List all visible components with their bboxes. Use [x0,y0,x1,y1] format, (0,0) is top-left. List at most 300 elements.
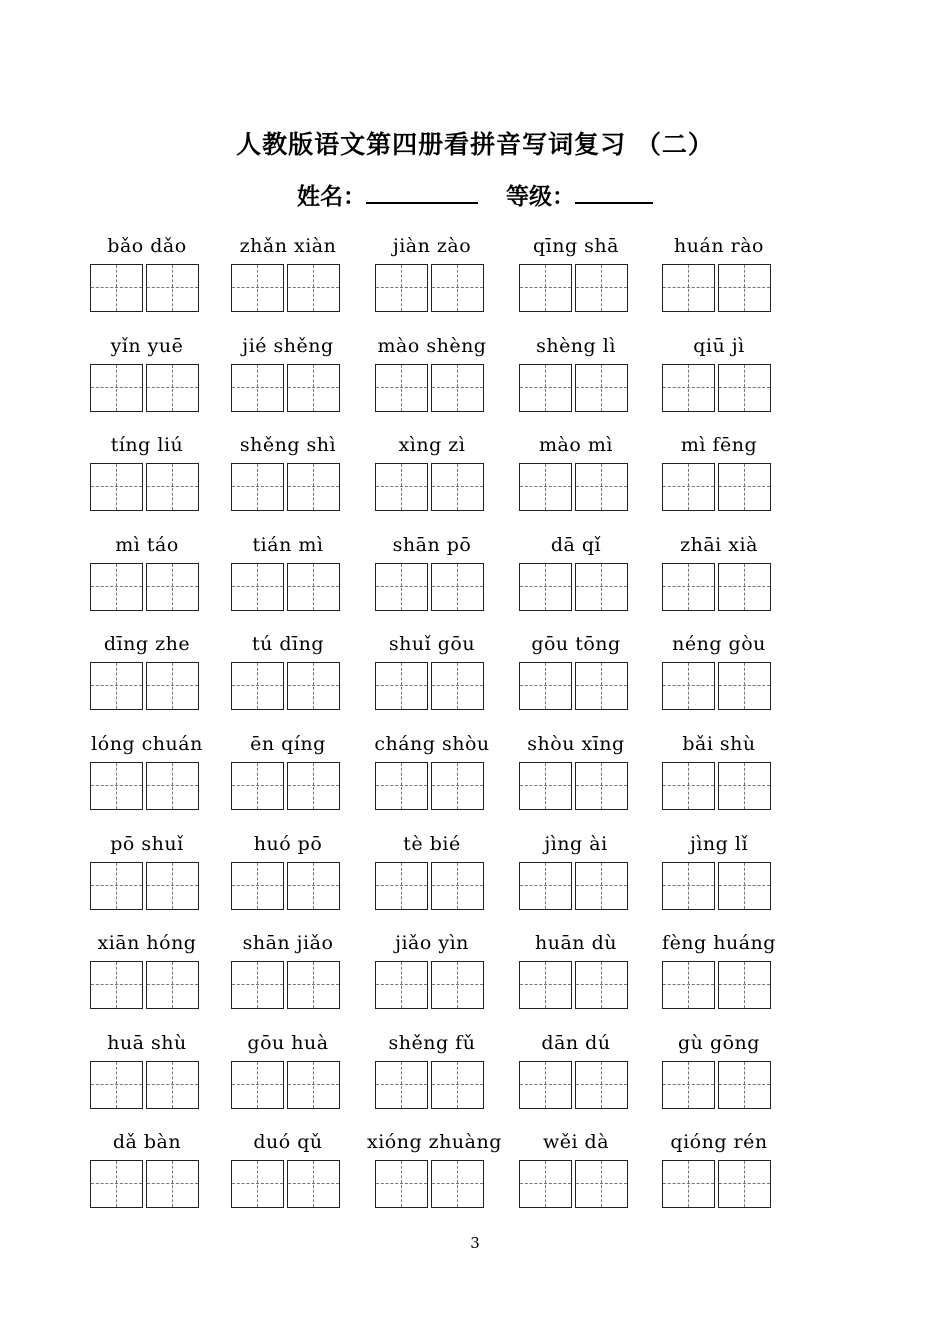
box-guide-horizontal [147,1183,198,1184]
pinyin-label: gù gōng [678,1032,760,1054]
box-guide-vertical [457,962,458,1008]
box-guide-horizontal [576,885,627,886]
writing-boxes [375,662,489,710]
box-guide-horizontal [288,685,339,686]
pinyin-label: mì fēng [680,434,758,456]
box-guide-horizontal [91,785,142,786]
writing-boxes [519,961,633,1009]
box-guide-horizontal [147,387,198,388]
writing-boxes [375,862,489,910]
character-box[interactable] [146,961,199,1009]
writing-boxes [662,961,776,1009]
box-guide-vertical [744,564,745,610]
character-box[interactable] [375,762,428,810]
writing-boxes [231,1160,345,1208]
box-guide-vertical [257,962,258,1008]
pinyin-label: qióng rén [670,1131,768,1153]
box-guide-horizontal [719,586,770,587]
box-guide-vertical [257,663,258,709]
character-box[interactable] [375,961,428,1009]
character-box[interactable] [519,862,572,910]
box-guide-horizontal [147,1084,198,1085]
box-guide-horizontal [288,486,339,487]
writing-boxes [231,662,345,710]
character-box[interactable] [431,762,484,810]
character-box[interactable] [662,662,715,710]
box-guide-vertical [116,863,117,909]
box-guide-horizontal [232,486,283,487]
box-guide-vertical [172,265,173,311]
box-guide-vertical [744,1062,745,1108]
box-guide-vertical [401,564,402,610]
box-guide-horizontal [288,387,339,388]
box-guide-vertical [601,1062,602,1108]
box-guide-vertical [257,863,258,909]
writing-boxes [662,1160,776,1208]
character-box[interactable] [575,961,628,1009]
character-box[interactable] [231,862,284,910]
pinyin-label: tú dīng [251,633,325,655]
box-guide-horizontal [520,486,571,487]
character-box[interactable] [90,463,143,511]
box-guide-horizontal [91,1183,142,1184]
character-box[interactable] [287,1061,340,1109]
character-box[interactable] [575,762,628,810]
box-guide-vertical [401,365,402,411]
box-guide-horizontal [663,984,714,985]
character-box[interactable] [575,1160,628,1208]
pinyin-label: mào mì [539,434,613,456]
writing-boxes [662,463,776,511]
character-box[interactable] [718,264,771,312]
pinyin-label: mì táo [115,534,179,556]
box-guide-vertical [744,265,745,311]
box-guide-horizontal [719,387,770,388]
character-box[interactable] [431,1160,484,1208]
writing-boxes [519,264,633,312]
character-box[interactable] [519,364,572,412]
page-title: 人教版语文第四册看拼音写词复习 （二） [236,130,714,159]
character-box[interactable] [231,1160,284,1208]
box-guide-vertical [688,464,689,510]
pinyin-label: zhǎn xiàn [239,235,337,257]
box-guide-horizontal [376,785,427,786]
box-guide-horizontal [719,1183,770,1184]
pinyin-label: dǎ bàn [112,1131,182,1153]
box-guide-vertical [545,962,546,1008]
character-box[interactable] [287,662,340,710]
box-guide-horizontal [576,586,627,587]
character-box[interactable] [662,961,715,1009]
character-box[interactable] [146,563,199,611]
character-box[interactable] [231,463,284,511]
writing-boxes [375,1061,489,1109]
character-box[interactable] [662,563,715,611]
writing-boxes [375,264,489,312]
character-box[interactable] [662,264,715,312]
box-guide-horizontal [432,885,483,886]
character-box[interactable] [431,662,484,710]
box-guide-vertical [116,962,117,1008]
name-blank[interactable] [366,180,478,204]
box-guide-horizontal [147,287,198,288]
box-guide-horizontal [663,586,714,587]
pinyin-label: fèng huáng [662,932,776,954]
writing-boxes [90,862,204,910]
box-guide-horizontal [91,1084,142,1085]
character-box[interactable] [375,264,428,312]
character-box[interactable] [575,662,628,710]
writing-boxes [662,862,776,910]
character-box[interactable] [90,862,143,910]
character-box[interactable] [519,1160,572,1208]
box-guide-horizontal [432,486,483,487]
box-guide-horizontal [432,1084,483,1085]
pinyin-label: wěi dà [542,1131,610,1153]
character-box[interactable] [90,961,143,1009]
box-guide-horizontal [288,287,339,288]
writing-boxes [519,1061,633,1109]
character-box[interactable] [575,364,628,412]
character-box[interactable] [575,463,628,511]
character-box[interactable] [287,463,340,511]
box-guide-vertical [116,564,117,610]
character-box[interactable] [662,762,715,810]
box-guide-vertical [545,365,546,411]
character-box[interactable] [231,563,284,611]
character-box[interactable] [90,662,143,710]
box-guide-vertical [172,564,173,610]
box-guide-vertical [401,962,402,1008]
box-guide-vertical [601,763,602,809]
box-guide-vertical [257,1062,258,1108]
writing-boxes [90,264,204,312]
pinyin-label: ēn qíng [250,733,326,755]
pinyin-label: jiǎo yìn [395,932,469,954]
box-guide-vertical [744,763,745,809]
character-box[interactable] [431,961,484,1009]
box-guide-vertical [257,763,258,809]
pinyin-label: shān jiǎo [242,932,334,954]
box-guide-horizontal [288,586,339,587]
character-box[interactable] [287,862,340,910]
box-guide-horizontal [91,387,142,388]
character-box[interactable] [519,762,572,810]
character-box[interactable] [287,364,340,412]
box-guide-horizontal [432,685,483,686]
character-box[interactable] [519,463,572,511]
box-guide-horizontal [288,885,339,886]
character-box[interactable] [90,364,143,412]
box-guide-horizontal [232,287,283,288]
box-guide-vertical [313,1062,314,1108]
character-box[interactable] [287,762,340,810]
box-guide-vertical [172,1062,173,1108]
box-guide-vertical [688,365,689,411]
pinyin-label: huān dù [535,932,617,954]
box-guide-horizontal [232,387,283,388]
character-box[interactable] [231,1061,284,1109]
box-guide-horizontal [520,785,571,786]
character-box[interactable] [375,463,428,511]
box-guide-vertical [172,1161,173,1207]
box-guide-vertical [601,863,602,909]
character-box[interactable] [718,762,771,810]
character-box[interactable] [519,961,572,1009]
character-box[interactable] [146,364,199,412]
box-guide-horizontal [147,586,198,587]
pinyin-label: jié shěng [242,335,334,357]
writing-boxes [662,364,776,412]
character-box[interactable] [231,364,284,412]
character-box[interactable] [519,563,572,611]
character-box[interactable] [431,563,484,611]
character-box[interactable] [146,862,199,910]
box-guide-vertical [601,564,602,610]
character-box[interactable] [662,364,715,412]
box-guide-horizontal [663,387,714,388]
box-guide-vertical [313,663,314,709]
pinyin-label: bǎo dǎo [107,235,187,257]
box-guide-vertical [688,763,689,809]
character-box[interactable] [146,264,199,312]
writing-boxes [519,563,633,611]
writing-boxes [662,762,776,810]
name-label: 姓名： [297,183,366,210]
character-box[interactable] [718,862,771,910]
writing-boxes [662,1061,776,1109]
pinyin-label: dā qǐ [550,534,602,556]
pinyin-label: pō shuǐ [110,833,184,855]
character-box[interactable] [431,463,484,511]
character-box[interactable] [718,1061,771,1109]
box-guide-vertical [313,265,314,311]
page-number: 3 [470,1234,480,1252]
character-box[interactable] [431,264,484,312]
box-guide-vertical [457,1062,458,1108]
box-guide-vertical [601,464,602,510]
writing-boxes [231,563,345,611]
box-guide-horizontal [719,885,770,886]
box-guide-vertical [457,663,458,709]
box-guide-vertical [257,564,258,610]
character-box[interactable] [662,1160,715,1208]
character-box[interactable] [575,264,628,312]
character-box[interactable] [375,1061,428,1109]
box-guide-vertical [744,863,745,909]
box-guide-horizontal [91,486,142,487]
box-guide-horizontal [376,387,427,388]
box-guide-vertical [601,265,602,311]
character-box[interactable] [375,662,428,710]
box-guide-horizontal [576,685,627,686]
character-box[interactable] [718,662,771,710]
writing-boxes [90,364,204,412]
character-box[interactable] [146,662,199,710]
character-box[interactable] [375,563,428,611]
box-guide-vertical [172,962,173,1008]
writing-boxes [90,662,204,710]
character-box[interactable] [519,662,572,710]
box-guide-vertical [545,1062,546,1108]
box-guide-horizontal [432,984,483,985]
box-guide-vertical [545,763,546,809]
pinyin-label: gōu tōng [531,633,621,655]
box-guide-horizontal [232,1183,283,1184]
character-box[interactable] [662,1061,715,1109]
character-box[interactable] [90,1160,143,1208]
box-guide-vertical [401,1161,402,1207]
character-box[interactable] [519,264,572,312]
box-guide-vertical [457,863,458,909]
character-box[interactable] [287,563,340,611]
character-box[interactable] [231,762,284,810]
box-guide-vertical [116,365,117,411]
box-guide-horizontal [719,785,770,786]
character-box[interactable] [431,1061,484,1109]
box-guide-vertical [545,1161,546,1207]
box-guide-vertical [172,663,173,709]
character-box[interactable] [375,1160,428,1208]
grade-label: 等级： [506,183,575,210]
pinyin-label: xìng zì [398,434,466,456]
box-guide-horizontal [376,885,427,886]
box-guide-vertical [744,365,745,411]
character-box[interactable] [231,264,284,312]
pinyin-label: zhāi xià [680,534,758,556]
character-box[interactable] [718,1160,771,1208]
pinyin-label: huán rào [674,235,764,257]
character-box[interactable] [231,961,284,1009]
character-box[interactable] [146,1160,199,1208]
box-guide-vertical [545,265,546,311]
box-guide-horizontal [147,885,198,886]
pinyin-label: xiān hóng [97,932,197,954]
character-box[interactable] [718,563,771,611]
character-box[interactable] [718,463,771,511]
character-box[interactable] [431,364,484,412]
character-box[interactable] [287,1160,340,1208]
pinyin-label: jìng ài [544,833,608,855]
character-box[interactable] [718,961,771,1009]
box-guide-vertical [116,763,117,809]
pinyin-label: dān dú [541,1032,611,1054]
writing-boxes [90,1061,204,1109]
box-guide-vertical [401,1062,402,1108]
writing-boxes [519,862,633,910]
character-box[interactable] [519,1061,572,1109]
box-guide-vertical [457,564,458,610]
character-box[interactable] [90,1061,143,1109]
writing-boxes [519,662,633,710]
box-guide-vertical [116,1062,117,1108]
box-guide-horizontal [520,1183,571,1184]
character-box[interactable] [90,264,143,312]
box-guide-horizontal [376,1183,427,1184]
character-box[interactable] [375,862,428,910]
box-guide-vertical [688,265,689,311]
writing-boxes [375,961,489,1009]
box-guide-vertical [116,663,117,709]
box-guide-horizontal [520,685,571,686]
box-guide-vertical [172,863,173,909]
writing-boxes [231,762,345,810]
character-box[interactable] [146,463,199,511]
character-box[interactable] [287,264,340,312]
character-box[interactable] [662,862,715,910]
box-guide-horizontal [288,1084,339,1085]
box-guide-horizontal [432,785,483,786]
writing-boxes [90,762,204,810]
box-guide-vertical [457,365,458,411]
writing-boxes [231,961,345,1009]
pinyin-label: mào shèng [377,335,487,357]
character-box[interactable] [90,762,143,810]
box-guide-vertical [257,365,258,411]
character-box[interactable] [146,762,199,810]
box-guide-vertical [744,962,745,1008]
box-guide-vertical [401,863,402,909]
pinyin-label: tián mì [252,534,324,556]
pinyin-label: cháng shòu [374,733,490,755]
box-guide-horizontal [432,387,483,388]
character-box[interactable] [231,662,284,710]
box-guide-vertical [313,962,314,1008]
pinyin-label: jìng lǐ [689,833,749,855]
character-box[interactable] [718,364,771,412]
writing-boxes [375,762,489,810]
pinyin-label: dīng zhe [103,633,191,655]
box-guide-vertical [401,763,402,809]
character-box[interactable] [146,1061,199,1109]
writing-boxes [519,762,633,810]
pinyin-label: néng gòu [672,633,766,655]
grade-blank[interactable] [575,180,653,204]
box-guide-horizontal [232,586,283,587]
box-guide-vertical [313,365,314,411]
pinyin-label: bǎi shù [682,733,756,755]
writing-boxes [90,961,204,1009]
box-guide-horizontal [288,1183,339,1184]
box-guide-horizontal [663,486,714,487]
box-guide-horizontal [576,984,627,985]
pinyin-label: shuǐ gōu [388,633,476,655]
box-guide-vertical [545,564,546,610]
box-guide-horizontal [719,1084,770,1085]
box-guide-vertical [601,663,602,709]
pinyin-label: huā shù [107,1032,187,1054]
character-box[interactable] [375,364,428,412]
character-box[interactable] [431,862,484,910]
pinyin-label: shěng fǔ [388,1032,476,1054]
pinyin-label: shān pō [392,534,472,556]
character-box[interactable] [287,961,340,1009]
character-box[interactable] [90,563,143,611]
character-box[interactable] [575,1061,628,1109]
box-guide-horizontal [576,287,627,288]
box-guide-horizontal [376,1084,427,1085]
box-guide-vertical [601,962,602,1008]
writing-boxes [90,1160,204,1208]
box-guide-vertical [688,1161,689,1207]
box-guide-horizontal [91,984,142,985]
character-box[interactable] [575,862,628,910]
character-box[interactable] [662,463,715,511]
character-box[interactable] [575,563,628,611]
box-guide-horizontal [576,486,627,487]
box-guide-vertical [401,464,402,510]
box-guide-horizontal [432,586,483,587]
